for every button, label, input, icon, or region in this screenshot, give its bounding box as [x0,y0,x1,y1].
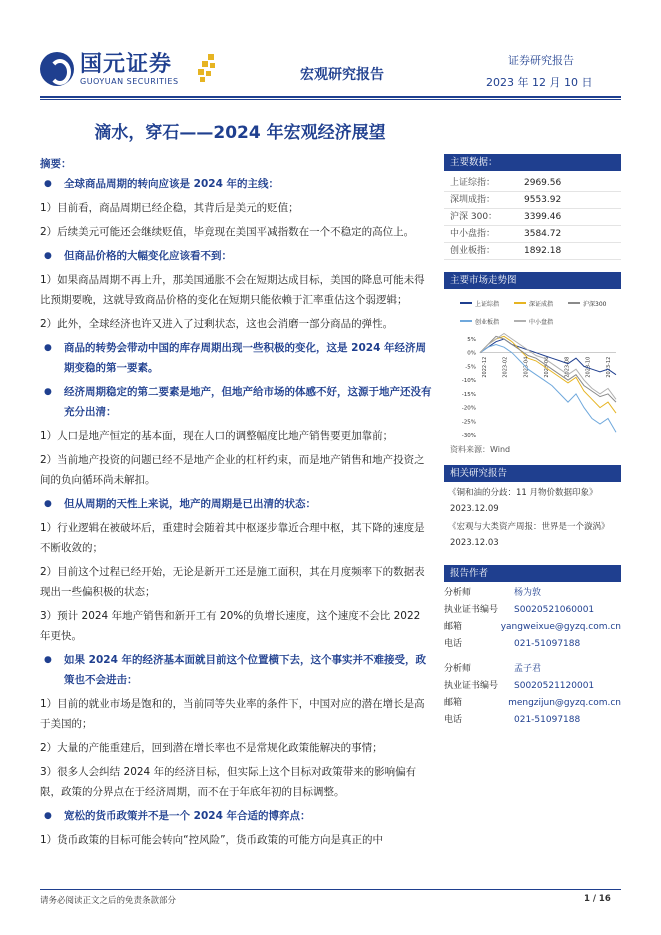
analyst-field-label: 电话 [444,715,463,725]
company-logo [40,52,179,86]
x-tick-label: 2023-12 [606,356,612,378]
index-value: 9553.92 [524,195,562,205]
analyst-field-value: 021-51097188 [514,639,581,649]
abstract-bullet-point: ● 但商品价格的大幅变化应该看不到： [40,246,434,266]
page-number: 1 / 16 [584,894,611,904]
y-tick-label: -20% [461,405,476,412]
index-name: 中小盘指： [450,229,496,239]
analyst-info-row [444,712,621,729]
footer-divider [40,889,621,890]
analyst-field-value[interactable]: mengzijun@gyzq.com.cn [508,698,621,708]
report-date: 2023 年 12 月 10 日 [486,76,593,89]
index-name: 沪深 300： [450,212,498,222]
analyst-info-row [444,619,621,636]
abstract-bullet-point: ● 但从周期的天性上来说，地产的周期是已出清的状态： [40,494,434,514]
x-tick-label: 2023-02 [502,356,509,378]
legend-label: 创业板指 [475,319,500,326]
abstract-paragraph: 1）人口是地产恒定的基本面，现在人口的调整幅度比地产销售要更加靠前； [40,430,394,442]
abstract-paragraph: 1）如果商品周期不再上升，那美国通胀不会在短期达成目标，美国的降息可能未得比预期要晚，这就导致商品价格的变化在短期只能依赖于汇率重估这个弱逻辑； [40,274,425,306]
footer-disclaimer: 请务必阅读正文之后的免责条款部分 [40,896,177,906]
abstract-bullet-point: ● 全球商品周期的转向应该是 2024 年的主线： [40,174,434,194]
index-row [444,209,621,226]
analyst-field-value: 杨为敦 [514,588,542,598]
index-value: 2969.56 [524,178,562,188]
analyst-info-row [444,585,621,602]
y-tick-label: -25% [461,419,476,426]
header-divider [40,96,621,98]
main-data-table [444,175,621,260]
x-tick-label: 2023-04 [523,356,530,378]
trend-chart-svg [444,289,621,439]
abstract-bullet-point: ● 经济周期稳定的第二要素是地产，但地产给市场的体感不好，这源于地产还没有充分出清： [40,382,434,422]
abstract-paragraph: 2）此外，全球经济也许又进入了过剩状态，这也会消磨一部分商品的弹性。 [40,318,394,330]
related-research-heading: 相关研究报告 [444,465,621,482]
x-tick-label: 2023-10 [585,356,592,378]
y-tick-label: -30% [461,433,476,439]
logo-chinese-name: 国元证券 [80,51,173,77]
analyst-field-label: 电话 [444,639,463,649]
index-value: 3399.46 [524,212,562,222]
index-name: 深圳成指： [450,195,496,205]
x-tick-label: 2023-08 [564,356,571,378]
related-report-link[interactable]: 《铜和油的分歧：11 月物价数据印象》 [448,488,598,498]
legend-label: 沪深300 [583,301,607,308]
abstract-section [40,154,434,854]
abstract-paragraph: 3）预计 2024 年地产销售和新开工有 20%的负增长速度，这个速度不会比 2022 年更快。 [40,610,421,642]
index-value: 1892.18 [524,246,562,256]
analyst-field-label: 分析师 [444,664,472,674]
abstract-paragraph: 2）目前这个过程已经开始，无论是新开工还是施工面积，其在月度频率下的数据表现出一些偏积极的状态； [40,566,425,598]
x-tick-label: 2022-12 [482,356,488,378]
analyst-field-value: 孟子君 [514,664,542,674]
analyst-field-label: 分析师 [444,588,472,598]
main-data-heading: 主要数据： [444,154,621,171]
legend-label: 深证成指 [529,301,554,308]
analyst-field-value[interactable]: yangweixue@gyzq.com.cn [500,622,621,632]
abstract-label: 摘要： [40,158,72,170]
analyst-info-row [444,678,621,695]
analyst-info-row [444,602,621,619]
abstract-paragraph: 2）后续美元可能还会继续贬值，毕竟现在美国平减指数在一个不稳定的高位上。 [40,226,415,238]
x-tick-label: 2023-06 [544,356,550,378]
abstract-paragraph: 1）目前看，商品周期已经企稳，其背后是美元的贬值； [40,202,299,214]
y-tick-label: -10% [461,378,476,385]
abstract-paragraph: 2）当前地产投资的问题已经不是地产企业的杠杆约束，而是地产销售和地产投资之间的负向循环尚未解扣。 [40,454,425,486]
analyst-list [444,585,621,729]
abstract-bullet-point: ● 商品的转势会带动中国的库存周期出现一些积极的变化，这是 2024 年经济周期变稳的第一要素。 [40,338,434,378]
index-name: 创业板指： [450,246,496,256]
analyst-info-row [444,695,621,712]
logo-english-name: GUOYUAN SECURITIES [80,76,179,86]
trend-chart-heading: 主要市场走势图 [444,272,621,289]
index-row [444,226,621,243]
analyst-field-value: S0020521060001 [514,605,595,615]
related-report-date: 2023.12.03 [450,538,499,548]
abstract-paragraph: 1）行业逻辑在被破坏后，重建时会随着其中枢逐步靠近合理中枢，其下降的速度是不断收敛的； [40,522,425,554]
analyst-field-label: 执业证书编号 [444,681,499,691]
chart-source: 资料来源：Wind [450,445,511,454]
logo-emblem-icon [40,52,74,86]
logo-squares-icon [196,54,218,84]
sidebar [444,154,621,737]
related-report-link[interactable]: 《宏观与大类资产周报：世界是一个漩涡》 [448,522,610,532]
authors-heading: 报告作者 [444,565,621,582]
abstract-paragraph: 1）货币政策的目标可能会转向“控风险”，货币政策的可能方向是真正的中 [40,834,384,846]
y-tick-label: 0% [467,350,476,357]
abstract-bullet-point: ● 如果 2024 年的经济基本面就目前这个位置横下去，这个事实并不难接受，政策也不会进击： [40,650,434,690]
analyst-field-value: S0020521120001 [514,681,595,691]
index-row [444,243,621,260]
analyst-card [444,661,621,729]
report-type: 证券研究报告 [508,54,574,67]
abstract-paragraph: 3）很多人会纠结 2024 年的经济目标，但实际上这个目标对政策带来的影响偏有限，政策的分界点在于经济周期，而不在于年底年初的目标调整。 [40,766,417,798]
analyst-info-row [444,636,621,653]
legend-label: 中小盘指 [529,319,554,326]
legend-label: 上证综指 [475,301,500,308]
analyst-info-row [444,661,621,678]
related-research-list [444,485,621,551]
analyst-field-label: 执业证书编号 [444,605,499,615]
abstract-paragraph: 2）大量的产能重建后，回到潜在增长率也不是常规化政策能解决的事情； [40,742,383,754]
index-row [444,175,621,192]
abstract-bullet-point: ● 宽松的货币政策并不是一个 2024 年合适的博弈点： [40,806,434,826]
header-divider-thin [40,99,621,100]
index-name: 上证综指： [450,178,496,188]
report-category: 宏观研究报告 [300,67,384,83]
y-tick-label: 5% [467,337,476,343]
analyst-field-label: 邮箱 [444,698,463,708]
index-value: 3584.72 [524,229,562,239]
y-tick-label: -5% [465,364,476,371]
abstract-items [40,174,434,850]
page-title: 滴水，穿石——2024 年宏观经济展望 [94,123,386,143]
index-row [444,192,621,209]
analyst-card [444,585,621,653]
related-report-date: 2023.12.09 [450,504,499,514]
y-tick-label: -15% [461,391,476,398]
analyst-field-label: 邮箱 [444,622,463,632]
market-trend-chart [444,289,621,439]
abstract-paragraph: 1）目前的就业市场是饱和的，当前同等失业率的条件下，中国对应的潜在增长是高于美国的； [40,698,425,730]
analyst-field-value: 021-51097188 [514,715,581,725]
